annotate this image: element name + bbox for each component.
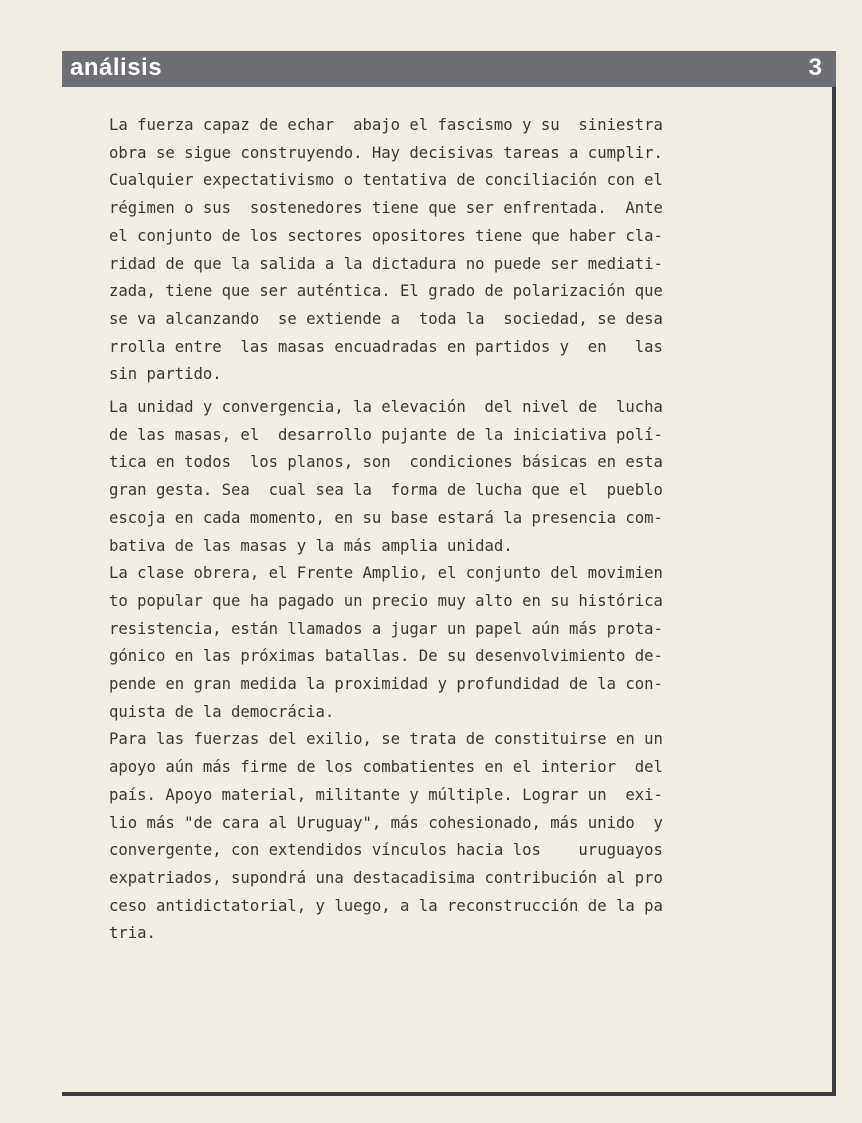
frame-border-bottom — [62, 1092, 836, 1096]
text-line: La fuerza capaz de echar abajo el fascismo y su siniestra — [109, 116, 663, 134]
text-line: Para las fuerzas del exilio, se trata de constituirse en un — [109, 730, 663, 749]
text-line: gónico en las próximas batallas. De su desenvolvimiento de- — [109, 647, 663, 666]
text-line: resistencia, están llamados a jugar un papel aún más prota- — [109, 619, 663, 638]
text-line: sin partido. — [109, 365, 222, 384]
text-line: se va alcanzando se extiende a toda la sociedad, se desa — [109, 309, 663, 328]
text-line: La clase obrera, el Frente Amplio, el conjunto del movimien — [109, 564, 663, 583]
frame-border-right — [832, 87, 836, 1096]
text-line: gran gesta. Sea cual sea la forma de lucha que el pueblo — [109, 481, 663, 500]
paragraph-3 — [109, 560, 802, 726]
paragraph-2 — [109, 394, 802, 560]
text-line: Cualquier expectativismo o tentativa de conciliación con el — [109, 171, 663, 190]
text-line: obra se sigue construyendo. Hay decisivas tareas a cumplir. — [109, 143, 663, 162]
text-line: ridad de que la salida a la dictadura no puede ser mediati- — [109, 254, 663, 273]
text-line: de las masas, el desarrollo pujante de la iniciativa polí- — [109, 425, 663, 444]
page-number: 3 — [808, 54, 822, 81]
text-line: expatriados, supondrá una destacadisima contribución al pro — [109, 868, 663, 887]
text-line: país. Apoyo material, militante y múltiple. Lograr un exi- — [109, 785, 663, 804]
text-line: rrolla entre las masas encuadradas en partidos y en las — [109, 337, 663, 356]
text-line: régimen o sus sostenedores tiene que ser enfrentada. Ante — [109, 199, 663, 218]
text-line: apoyo aún más firme de los combatientes en el interior del — [109, 758, 663, 777]
paragraph-4 — [109, 726, 802, 948]
text-line: La unidad y convergencia, la elevación del nivel de lucha — [109, 398, 663, 417]
text-line: quista de la democrácia. — [109, 702, 335, 721]
text-line: el conjunto de los sectores opositores tiene que haber cla- — [109, 226, 663, 245]
text-line: escoja en cada momento, en su base estará la presencia com- — [109, 508, 663, 527]
paragraph-1 — [109, 112, 802, 389]
text-line: zada, tiene que ser auténtica. El grado de polarización que — [109, 282, 663, 301]
text-line: pende en gran medida la proximidad y profundidad de la con- — [109, 675, 663, 694]
text-line: bativa de las masas y la más amplia unidad. — [109, 536, 513, 555]
text-line: to popular que ha pagado un precio muy alto en su histórica — [109, 591, 663, 610]
text-line: tica en todos los planos, son condiciones básicas en esta — [109, 453, 663, 472]
section-header-bar — [62, 51, 836, 87]
section-title: análisis — [70, 54, 163, 81]
text-line: lio más "de cara al Uruguay", más cohesionado, más unido y — [109, 813, 663, 832]
text-line: tria. — [109, 924, 156, 943]
text-line: ceso antidictatorial, y luego, a la reconstrucción de la pa — [109, 896, 663, 915]
article-body — [109, 112, 802, 948]
text-line: convergente, con extendidos vínculos hacia los uruguayos — [109, 841, 663, 860]
